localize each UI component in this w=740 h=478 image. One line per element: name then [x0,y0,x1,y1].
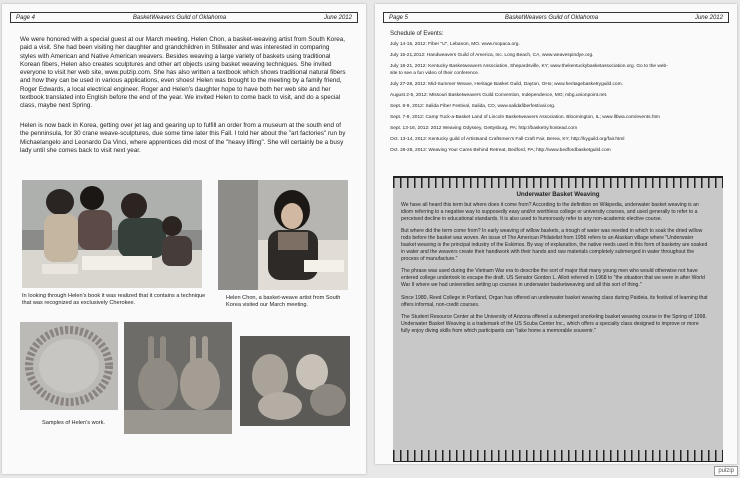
underwater-basket-weaving-box [393,176,723,462]
box-paragraph: Since 1980, Reed College in Portland, Organ has offered an underwater basket weaving class during Paideia, its festival of learning that offers informal, non-credit courses. [401,294,708,308]
issue-date: June 2012 [694,14,723,21]
event-item: Oct. 26-28, 2012: Weaving Your Cares Behind Retreat, Bedford, PA; http://www.bedfordbasketguild.com [390,148,611,153]
photo-caption: In looking through Helen's book it was realized that it contains a technique that was recognized as exclusively Cherokee. [22,293,206,306]
photo-woven-rabbits [124,322,232,434]
event-item: site to see a fun video of their conference. [390,71,480,76]
event-item: July 14-15, 2012: Fiber "U", Lebanon, MO. www.mopaca.org. [390,42,520,47]
article-paragraph: Helen is now back in Korea, getting over jet lag and gearing up to fulfill an order from a museum at the south end of the penninsula, for 30 crane weave-sculptures, due some time later this Fall. I told her about the "art factories" run by Michaelangelo and Leonardo Da Vinci, where apprentices did most of the "heavy lifting". She will certainly be a busy lady until she comes back to visit next year. [20,122,346,154]
event-item: Sept. 8-9, 2012: Salida Fiber Festival, Salida, CO, www.salidafiberfestival.org. [390,104,556,109]
photo-helen-chon [218,180,348,290]
box-paragraph: But where did the term come from? In early weaving of willow baskets, a trough of water was needed in which to soak the dried willow rods before the basket was woven. An issue of The American Philatelist from 1956 refers to an Alaskan village where "Underwater basket weaving is the principal industry of the Eskimos. By way of explanation, the native reeds used in this form of basketry are soaked in water and the weavers create their handiwork with their hands and raw materials completely submerged in water throughout the process of manufacture." [401,228,708,262]
events-heading: Schedule of Events: [390,31,444,37]
box-paragraph: The Student Resource Center at the University of Arizona offered a submerged snorkeling basket weaving course in the Spring of 1998. Underwater Basket Weaving is a trademark of the US Scuba Center Inc., which offers a specialty class designed to improve or more fully enjoy diving skills from which participants can "take home a memorable souvenir." [401,314,707,334]
newsletter-title: BasketWeavers Guild of Oklahoma [504,14,599,21]
left-page [2,4,366,474]
events-list [390,42,726,159]
event-item: July 18-21, 2012: Kentucky Basketweavers Association, Shepardsville, KY; www.thekentuckybasketassociation.org. Go to the web- [390,64,668,69]
photo-coiled-basket [20,322,118,410]
photo-caption: Samples of Helen's work. [42,420,105,426]
brand-watermark: pulzip [714,466,738,476]
box-title: Underwater Basket Weaving [516,191,600,198]
border-top [393,176,723,188]
issue-date: June 2012 [323,14,352,21]
event-item: Oct. 13-14, 2012: Kentucky guild of Artistsand Craftsmen's Fall Craft Fair, Berea, KY; http://kyguild.org/fair.html [390,137,625,142]
photo-woven-figures [240,336,350,426]
page-number: Page 4 [16,14,36,21]
box-paragraph: The phrase was used during the Vietnam War era to describe the sort of major that many young men who would otherwise not have entered college undertook to escape the draft. US Senator Gordon L. Allott referred in 1968 to "the situation that we were in after World War II where we had universities setting up courses in underwater basketweaving and all this sort of thing." [401,268,705,288]
page-number: Page 5 [389,14,409,21]
border-bottom [393,450,723,462]
article-paragraph: We were honored with a special guest at our March meeting. Helen Chon, a basket-weaving artist from South Korea, paid a visit. She had been visiting her daughter and grandchildren in Stillwater and was interested in comparing styles with American and Native American weavers. Besides weaving a large variety of baskets using traditional Korean fibers, Helen also creates sculptures and other art objects using basket weaving techniques. She invited everyone to visit her web site, www.pulzip.com. She has also written a textbook which shows traditional natural fibers and how they can be used in various applications, even shoes! Helen was brought to the meeting by a family friend, Roger Edwards, a local electrical engineer. Roger and Helen's daughter hope to have both her web site and her textbook translated into English before the end of the year. We invited Helen to come back to visit, and do a special class, maybe next Spring. [20,36,346,110]
box-body [401,202,709,341]
event-item: July 27-28, 2012: Mid-Summer Weave, Heritage Basket Guild, Dayton, OHo; www.heritagebasketryguild.com. [390,82,623,87]
box-paragraph: We have all heard this term but where does it come from? According to the definition on Wikipedia, underwater basket weaving is an idiom referring to a negative way to supposedly easy and/or worthless college or university courses, and used generally to refer to a perceived decline in educational standards. It is also used to humorously refer to any non-academic elective course. [401,202,699,222]
photo-group-reading [22,180,202,288]
event-item: Sept. 7-9, 2012: Camp Tuck-a-Basket Land of Lincoln Basketweavers Association. Bloomington, IL; www.llbwa.com/events.htm [390,115,660,120]
photo-caption: Helen Chon, a basket-weave artist from South Korea visited our March meeting. [226,295,341,308]
event-item: Sept. 13-16, 2012: 2012 Weaving Odyssey, Gettysburg, PA; http://basketry.hostead.com [390,126,578,131]
event-item: August 2-5, 2012: Missouri Basketweavers Guild Convention, Independence, MO; mbg.unionpoint.net. [390,93,608,98]
newsletter-title: BasketWeavers Guild of Oklahoma [132,14,227,21]
page-header [10,12,358,23]
right-page [375,4,737,464]
page-header [383,12,729,23]
event-item: July 15-21,2012: Handweavers Guild of America, Inc. Long Beach, CA, www.weavespindye.org. [390,53,594,58]
